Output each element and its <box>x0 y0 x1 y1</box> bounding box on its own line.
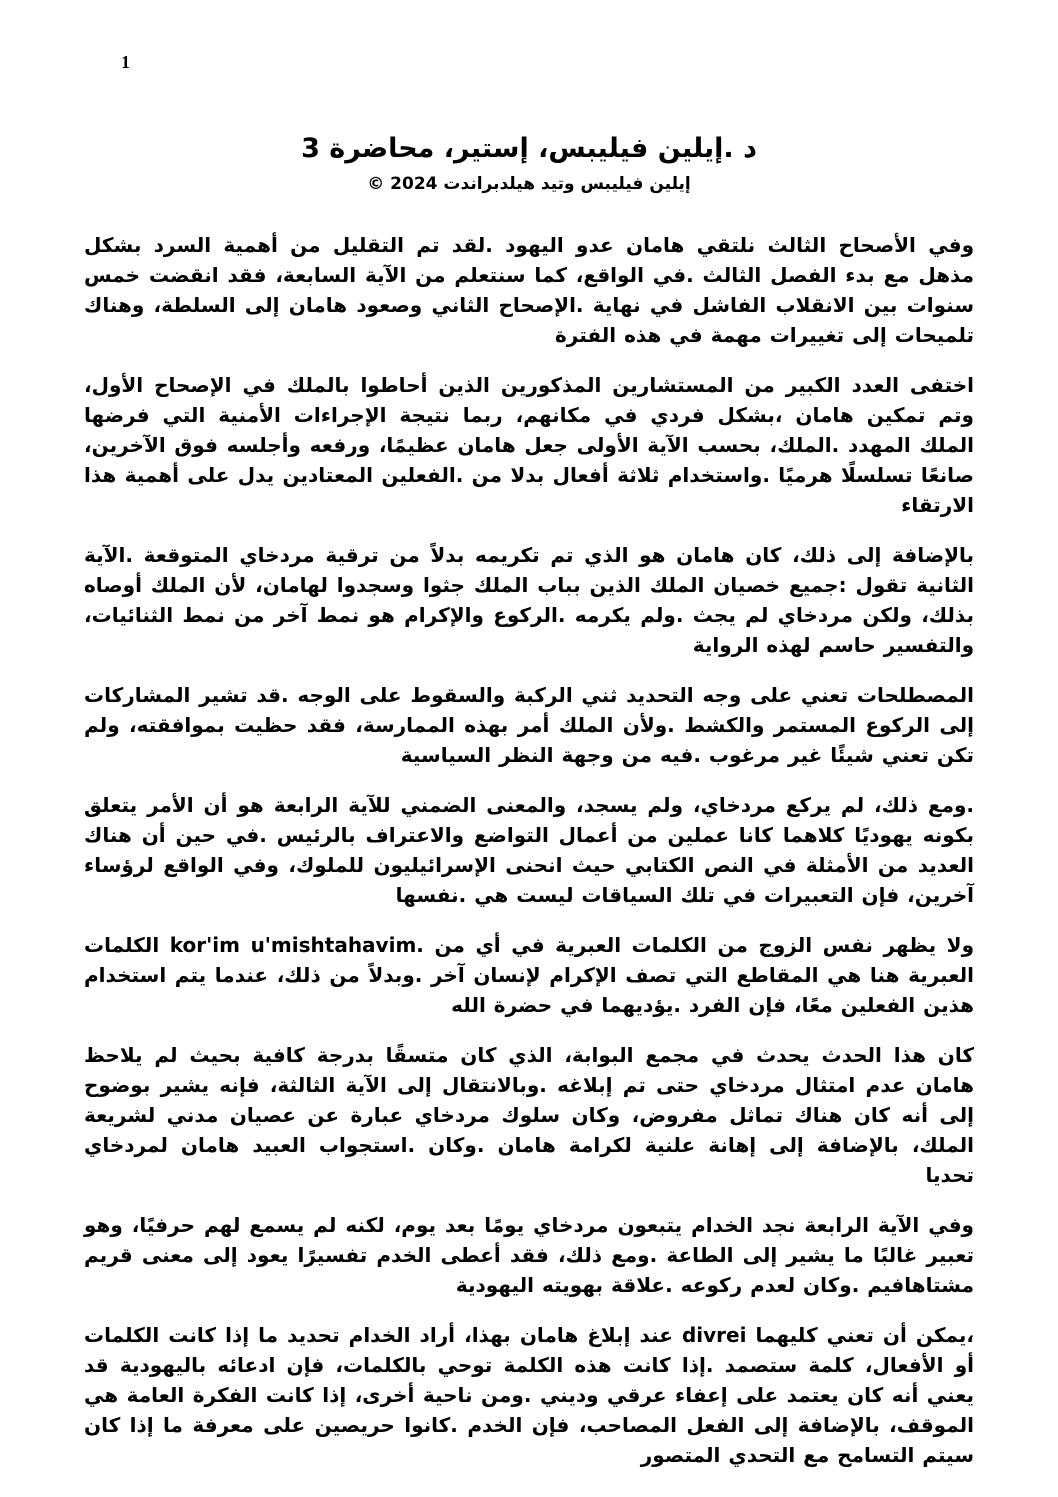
copyright-line: إيلين فيليبس وتيد هيلدبراندت 2024 © <box>367 174 691 194</box>
paragraph: بالإضافة إلى ذلك، كان هامان هو الذي تم تكريمه بدلاً من ترقية مردخاي المتوقعة .الآية الثانية تقول :جميع خصيان الملك الذين بباب الملك جثوا وسجدوا لهامان، لأن الملك أوصاه بذلك، ولكن مردخاي لم يجث .ولم يكرمه .الركوع والإكرام هو نمط آخر من نمط الثنائيات، والتفسير حاسم لهذه الرواية <box>84 543 974 657</box>
paragraph: .ومع ذلك، لم يركع مردخاي، ولم يسجد، والمعنى الضمني للآية الرابعة هو أن الأمر يتعلق بكونه يهوديًا كلاهما كانا عملين من أعمال التواضع والاعتراف بالرئيس .في حين أن هناك العديد من الأمثلة في النص الكتابي حيث انحنى الإسرائيليون للملوك، وفي الواقع لرؤساء آخرين، فإن التعبيرات في تلك السياقات ليست هي .نفسها <box>84 793 974 907</box>
paragraph: اختفى العدد الكبير من المستشارين المذكورين الذين أحاطوا بالملك في الإصحاح الأول، وتم تمكين هامان ،بشكل فردي في مكانهم، ربما نتيجة الإجراءات الأمنية التي فرضها الملك المهدد .الملك، بحسب الآية الأولى جعل هامان عظيمًا، ورفعه وأجلسه فوق الآخرين، صانعًا تسلسلًا هرميًا .واستخدام ثلاثة أفعال بدلا من .الفعلين المعتادين يدل على أهمية هذا الارتقاء <box>84 373 974 517</box>
paragraph: ولا يظهر نفس الزوج من الكلمات العبرية في أي من .kor'im u'mishtahavim الكلمات العبرية هنا هي المقاطع التي تصف الإكرام لإنسان آخر .وبدلاً من ذلك، عندما يتم استخدام هذين الفعلين معًا، فإن الفرد .يؤديهما في حضرة الله <box>84 933 975 1017</box>
paragraph: المصطلحات تعني على وجه التحديد ثني الركبة والسقوط على الوجه .قد تشير المشاركات إلى الركوع المستمر والكشط .ولأن الملك أمر بهذه الممارسة، فقد حظيت بموافقته، ولم تكن تعني شيئًا غير مرغوب .فيه من وجهة النظر السياسية <box>84 683 974 767</box>
paragraph: وفي الأصحاح الثالث نلتقي هامان عدو اليهود .لقد تم التقليل من أهمية السرد بشكل مذهل مع بدء الفصل الثالث .في الواقع، كما سنتعلم من الآية السابعة، فقد انقضت خمس سنوات بين الانقلاب الفاشل في نهاية .الإصحاح الثاني وصعود هامان إلى السلطة، وهناك تلميحات إلى تغييرات مهمة في هذه الفترة <box>84 233 974 347</box>
document-body <box>84 230 974 1470</box>
page-number: 1 <box>121 52 130 72</box>
paragraph: ،يمكن أن تعني كليهما divrei عند إبلاغ هامان بهذا، أراد الخدام تحديد ما إذا كانت الكلمات أو الأفعال، كلمة ستصمد .إذا كانت هذه الكلمة توحي بالكلمات، فإن ادعائه باليهودية قد يعني أنه كان يعتمد على إعفاء عرقي وديني .ومن ناحية أخرى، إذا كانت الفكرة العامة هي الموقف، بالإضافة إلى الفعل المصاحب، فإن الخدم .كانوا حريصين على معرفة ما إذا كان سيتم التسامح مع التحدي المتصور <box>84 1323 975 1467</box>
document-title: د .إيلين فيليبس، إستير، محاضرة 3 <box>301 133 757 164</box>
paragraph: وفي الآية الرابعة نجد الخدام يتبعون مردخاي يومًا بعد يوم، لكنه لم يسمع لهم حرفيًا، وهو تعبير غالبًا ما يشير إلى الطاعة .ومع ذلك، فقد أعطى الخدم تفسيرًا يعود إلى معنى قريم مشتاهافيم .وكان لعدم ركوعه .علاقة بهويته اليهودية <box>84 1213 974 1297</box>
paragraph: كان هذا الحدث يحدث في مجمع البوابة، الذي كان متسقًا بدرجة كافية بحيث لم يلاحظ هامان عدم امتثال مردخاي حتى تم إبلاغه .وبالانتقال إلى الآية الثالثة، فإنه يشير بوضوح إلى أنه كان هناك تماثل مفروض، وكان سلوك مردخاي عبارة عن عصيان مدني لشريعة الملك، بالإضافة إلى إهانة علنية لكرامة هامان .وكان .استجواب العبيد هامان لمردخاي تحديا <box>84 1043 974 1187</box>
